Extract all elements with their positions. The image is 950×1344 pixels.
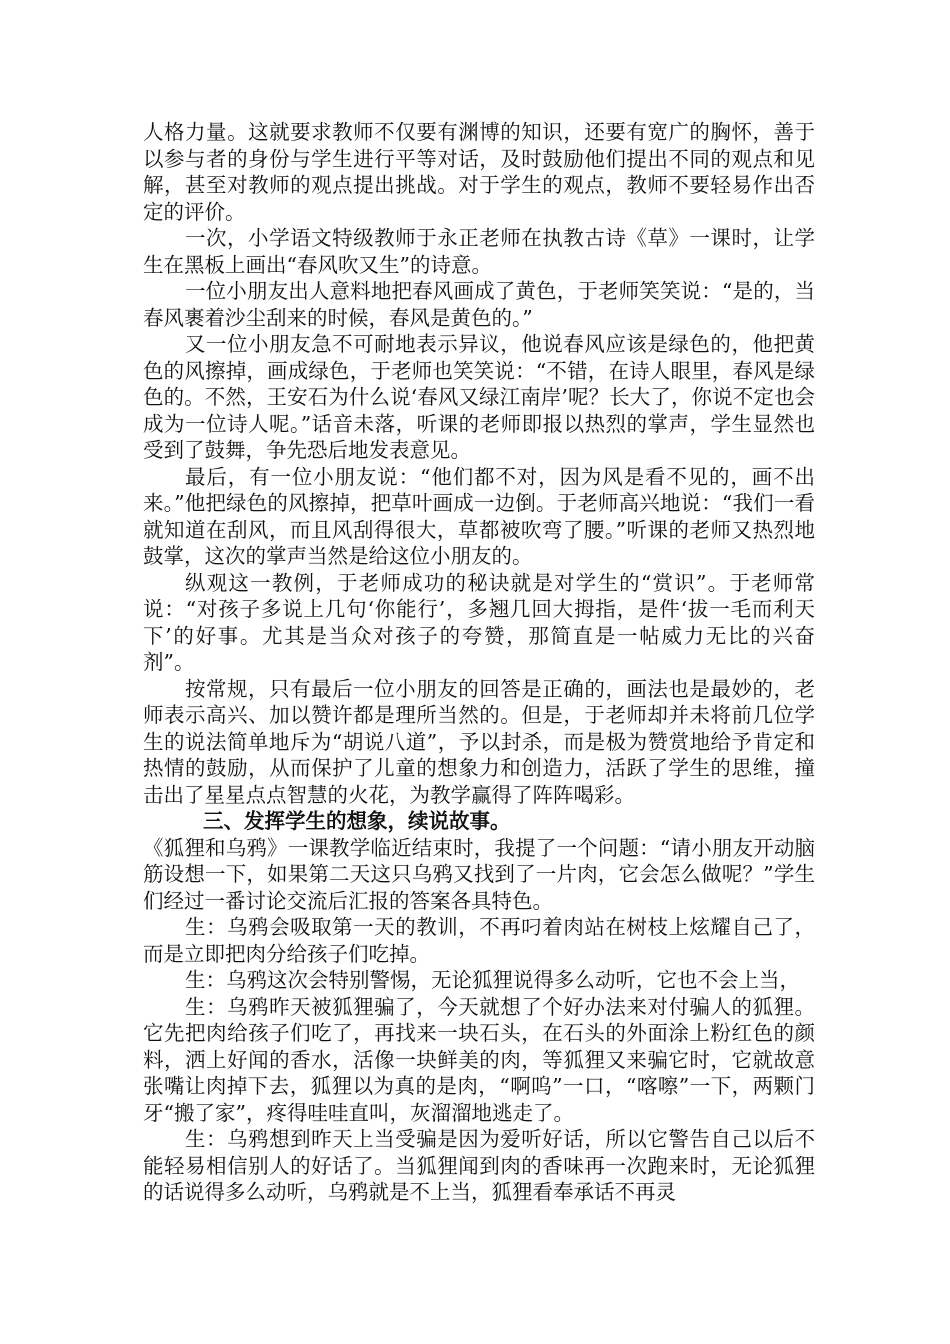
paragraph: 按常规，只有最后一位小朋友的回答是正确的，画法也是最妙的，老师表示高兴、加以赞许都是理所当然的。但是，于老师却并未将前几位学生的说法简单地斥为“胡说八道”，予以封杀，而是极为赞赏地给予肯定和热情的鼓励，从而保护了儿童的想象力和创造力，活跃了学生的思维，撞击出了星星点点智慧的火花，为教学赢得了阵阵喝彩。 bbox=[143, 676, 815, 807]
paragraph: 一次，小学语文特级教师于永正老师在执教古诗《草》一课时，让学生在黑板上画出“春风吹又生”的诗意。 bbox=[143, 226, 815, 277]
paragraph: 生：乌鸦会吸取第一天的教训，不再叼着肉站在树枝上炫耀自己了，而是立即把肉分给孩子们吃掉。 bbox=[143, 915, 815, 966]
paragraph: 生：乌鸦这次会特别警惕，无论狐狸说得多么动听，它也不会上当， bbox=[185, 968, 800, 992]
paragraph: 人格力量。这就要求教师不仅要有渊博的知识，还要有宽广的胸怀，善于以参与者的身份与学生进行平等对话，及时鼓励他们提出不同的观点和见解，甚至对教师的观点提出挑战。对于学生的观点，教师不要轻易作出否定的评价。 bbox=[143, 120, 815, 224]
paragraph: 又一位小朋友急不可耐地表示异议，他说春风应该是绿色的，他把黄色的风擦掉，画成绿色，于老师也笑笑说：“不错，在诗人眼里，春风是绿色的。不然，王安石为什么说‘春风又绿江南岸’呢？长大了，你说不定也会成为一位诗人呢。”话音未落，听课的老师即报以热烈的掌声，学生显然也受到了鼓舞，争先恐后地发表意见。 bbox=[143, 332, 815, 462]
paragraph: 一位小朋友出人意料地把春风画成了黄色，于老师笑笑说：“是的，当春风裹着沙尘刮来的时候，春风是黄色的。” bbox=[143, 279, 815, 330]
section-heading: 三、发挥学生的想象，续说故事。 bbox=[203, 809, 511, 833]
document-page bbox=[143, 119, 815, 1206]
paragraph: 《狐狸和乌鸦》一课教学临近结束时，我提了一个问题：“请小朋友开动脑筋设想一下，如果第二天这只乌鸦又找到了一片肉，它会怎么做呢？”学生们经过一番讨论交流后汇报的答案各具特色。 bbox=[143, 835, 815, 913]
paragraph: 最后，有一位小朋友说：“他们都不对，因为风是看不见的，画不出来。”他把绿色的风擦掉，把草叶画成一边倒。于老师高兴地说：“我们一看就知道在刮风，而且风刮得很大，草都被吹弯了腰。”听课的老师又热烈地鼓掌，这次的掌声当然是给这位小朋友的。 bbox=[143, 464, 815, 568]
paragraph: 纵观这一教例，于老师成功的秘诀就是对学生的“赏识”。于老师常说：“对孩子多说上几句‘你能行’，多翘几回大拇指，是件‘拔一毛而利天下’的好事。尤其是当众对孩子的夸赞，那简直是一帖威力无比的兴奋剂”。 bbox=[143, 570, 815, 674]
paragraph: 生：乌鸦昨天被狐狸骗了，今天就想了个好办法来对付骗人的狐狸。它先把肉给孩子们吃了，再找来一块石头，在石头的外面涂上粉红色的颜料，洒上好闻的香水，活像一块鲜美的肉，等狐狸又来骗它时，它就故意张嘴让肉掉下去，狐狸以为真的是肉，“啊呜”一口，“喀嚓”一下，两颗门牙“搬了家”，疼得哇哇直叫，灰溜溜地逃走了。 bbox=[143, 994, 815, 1125]
paragraph: 生：乌鸦想到昨天上当受骗是因为爱听好话，所以它警告自己以后不能轻易相信别人的好话了。当狐狸闻到肉的香味再一次跑来时，无论狐狸的话说得多么动听，乌鸦就是不上当，狐狸看奉承话不再灵 bbox=[143, 1127, 815, 1204]
